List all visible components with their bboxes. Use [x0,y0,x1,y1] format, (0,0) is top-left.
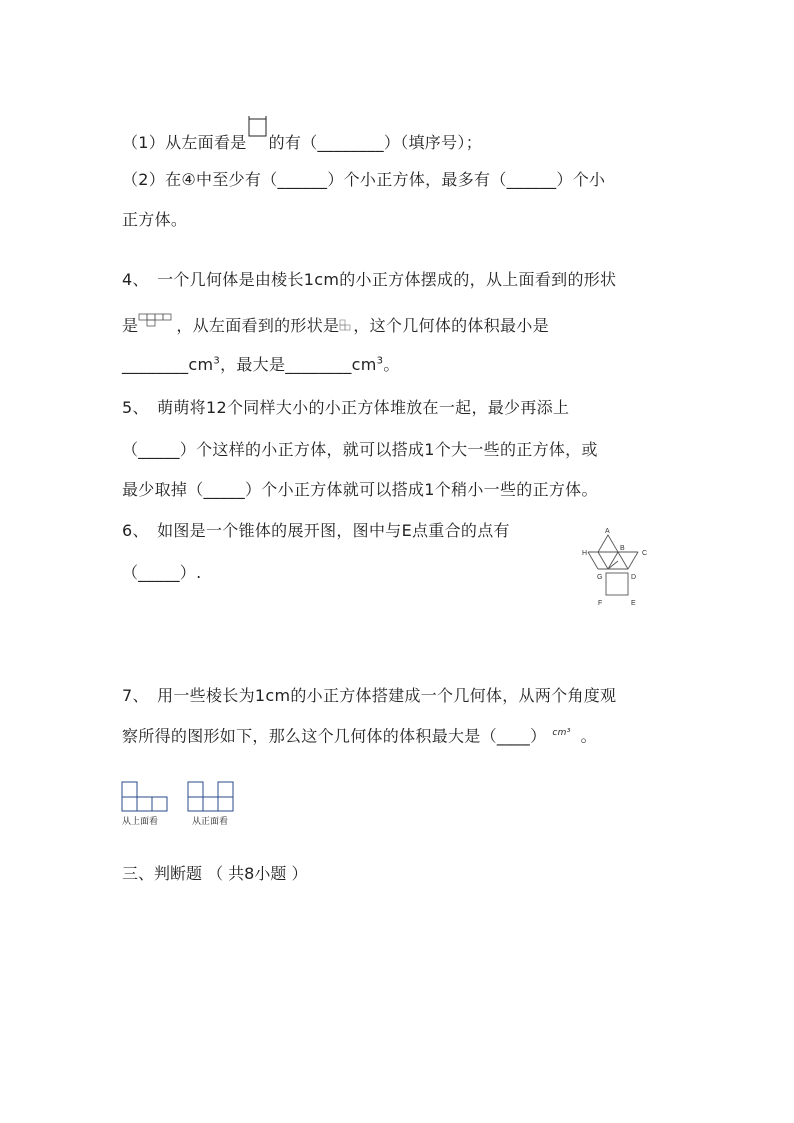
q7-line2-b: 。 [580,726,597,746]
label-b: B [620,545,625,552]
q5-line3: 最少取掉（_____）个小正方体就可以搭成1个稍小一些的正方体。 [122,480,598,499]
top-view-shape-icon [138,313,176,329]
q1-part1-before: （1）从左面看是 [122,133,247,152]
q4-line3-c: 。 [383,355,400,374]
q4-line3 [122,355,400,375]
pyramid-net-figure [580,525,660,615]
section-3-heading: 三、判断题 （ 共8小题 ） [122,864,308,883]
label-g: G [597,574,603,581]
q4-cube-superscript-2: 3 [376,355,384,367]
front-view-figure [187,781,235,813]
q5-line1: 5、 萌萌将12个同样大小的小正方体堆放在一起，最少再添上 [122,398,570,417]
top-view-caption: 从上面看 [122,817,159,827]
q4-line3-b: ，最大是________cm [220,355,377,374]
q1-part2-line1: （2）在④中至少有（______）个小正方体，最多有（______）个小 [122,170,606,189]
q4-line2 [122,313,549,336]
q1-part1 [122,116,482,153]
front-view-caption: 从正面看 [192,817,229,827]
q4-line1: 4、 一个几何体是由棱长1cm的小正方体摆成的，从上面看到的形状 [122,270,617,289]
q6-line1: 6、 如图是一个锥体的展开图，图中与E点重合的点有 [122,521,510,540]
q5-line2: （_____）个这样的小正方体，就可以搭成1个大一些的正方体，或 [122,440,598,459]
label-h: H [582,550,588,557]
left-view-shape-icon [248,116,268,152]
q4-line2-a: 是 [122,316,139,335]
q4-line2-b: ，从左面看到的形状是 [176,316,340,335]
q7-line1: 7、 用一些棱长为1cm的小正方体搭建成一个几何体，从两个角度观 [122,686,617,705]
q7-line2-a: 察所得的图形如下，那么这个几何体的体积最大是（____） [122,726,547,746]
top-view-figure [121,781,169,813]
label-d: D [631,574,637,581]
q4-line3-a: ________cm [122,355,214,374]
label-f: F [598,600,603,607]
q4-cube-superscript: 3 [213,355,221,367]
label-c: C [642,550,648,557]
label-e: E [631,600,636,607]
q7-unit: cm³ [552,728,571,738]
q7-line2 [122,723,597,746]
q1-part1-after: 的有（________）（填序号）； [268,133,482,152]
left-view-small-shape-icon [339,317,353,331]
q4-line2-c: ，这个几何体的体积最小是 [353,316,549,335]
label-a: A [605,528,610,535]
q6-line2: （_____）. [122,563,202,582]
q1-part2-line2: 正方体。 [122,210,188,229]
